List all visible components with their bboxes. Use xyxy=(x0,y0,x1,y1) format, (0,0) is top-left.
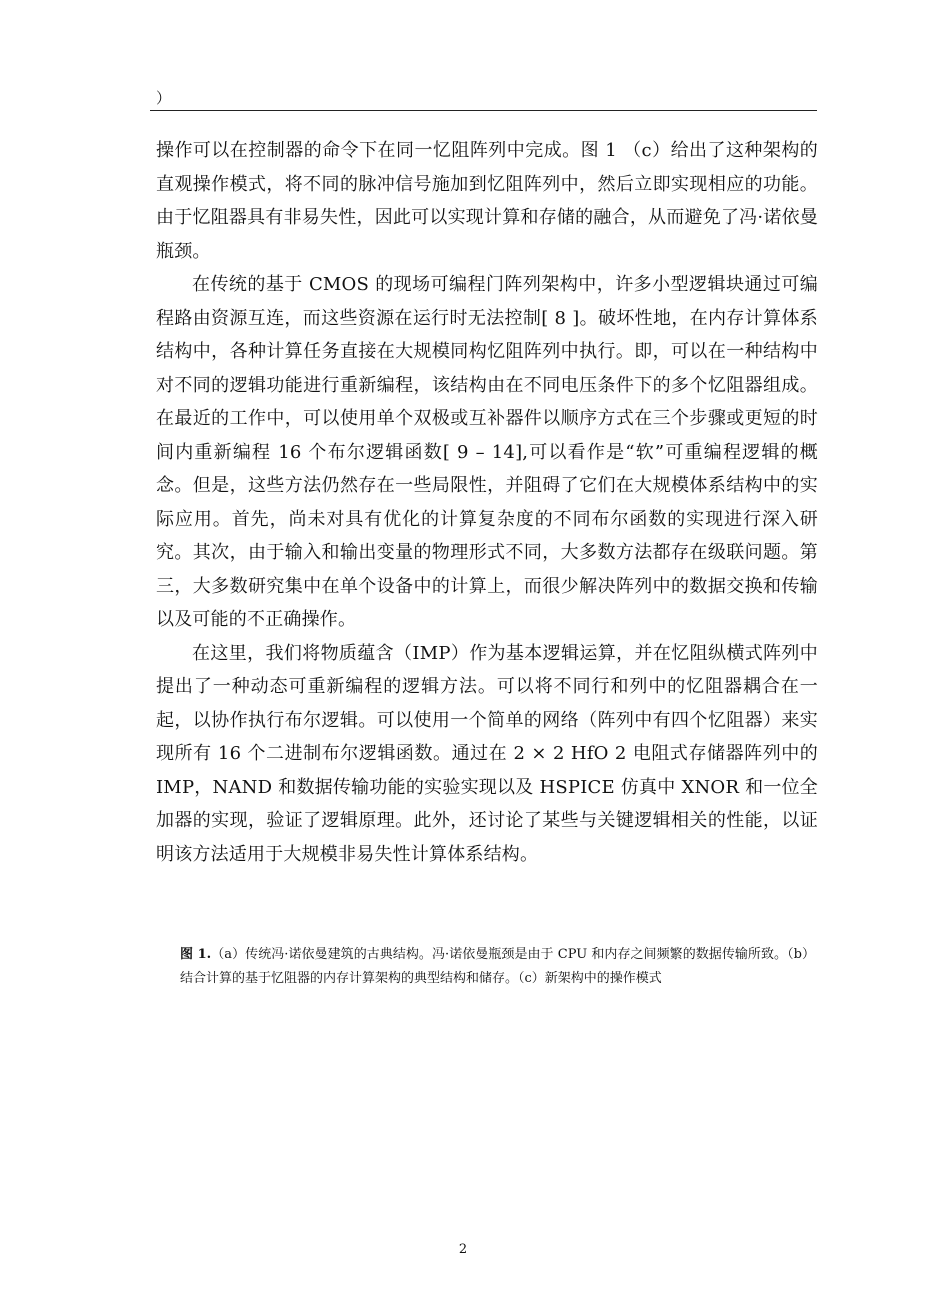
paragraph-imp-logic: 在这里，我们将物质蕴含（IMP）作为基本逻辑运算，并在忆阻纵横式阵列中提出了一种动态可重新编程的逻辑方法。可以将不同行和列中的忆阻器耦合在一起，以协作执行布尔逻辑。可以使用一个简单的网络（阵列中有四个忆阻器）来实现所有 16 个二进制布尔逻辑函数。通过在 2 × 2 HfO 2 电阻式存储器阵列中的 IMP，NAND 和数据传输功能的实验实现以及 HSPICE 仿真中 XNOR 和一位全加器的实现，验证了逻辑原理。此外，还讨论了某些与关键逻辑相关的性能，以证明该方法适用于大规模非易失性计算体系结构。 xyxy=(156,642,818,865)
paragraph-cmos-architecture: 在传统的基于 CMOS 的现场可编程门阵列架构中，许多小型逻辑块通过可编程路由资源互连，而这些资源在运行时无法控制[ 8 ]。破坏性地，在内存计算体系结构中，各种计算任务直接在大规模同构忆阻阵列中执行。即，可以在一种结构中对不同的逻辑功能进行重新编程，该结构由在不同电压条件下的多个忆阻器组成。在最近的工作中，可以使用单个双极或互补器件以顺序方式在三个步骤或更短的时间内重新编程 16 个布尔逻辑函数[ 9 – 14],可以看作是“软”可重编程逻辑的概念。但是，这些方法仍然存在一些局限性，并阻碍了它们在大规模体系结构中的实际应用。首先，尚未对具有优化的计算复杂度的不同布尔函数的实现进行深入研究。其次，由于输入和输出变量的物理形式不同，大多数方法都存在级联问题。第三，大多数研究集中在单个设备中的计算上，而很少解决阵列中的数据交换和传输以及可能的不正确操作。 xyxy=(156,274,818,630)
header-divider xyxy=(150,110,817,111)
figure-caption-label: 图 1. xyxy=(180,947,212,962)
body-text xyxy=(156,134,818,871)
running-header: ） xyxy=(156,89,172,107)
paragraph-continuation: 操作可以在控制器的命令下在同一忆阻阵列中完成。图 1 （c）给出了这种架构的直观操作模式，将不同的脉冲信号施加到忆阻阵列中，然后立即实现相应的功能。由于忆阻器具有非易失性，因此可以实现计算和存储的融合，从而避免了冯·诺依曼瓶颈。 xyxy=(156,140,818,262)
page-number: 2 xyxy=(458,1242,468,1257)
figure-caption-text: （a）传统冯·诺依曼建筑的古典结构。冯·诺依曼瓶颈是由于 CPU 和内存之间频繁的数据传输所致。（b）结合计算的基于忆阻器的内存计算架构的典型结构和储存。（c）新架构中的操作模式 xyxy=(180,947,815,986)
figure-caption xyxy=(180,943,815,991)
